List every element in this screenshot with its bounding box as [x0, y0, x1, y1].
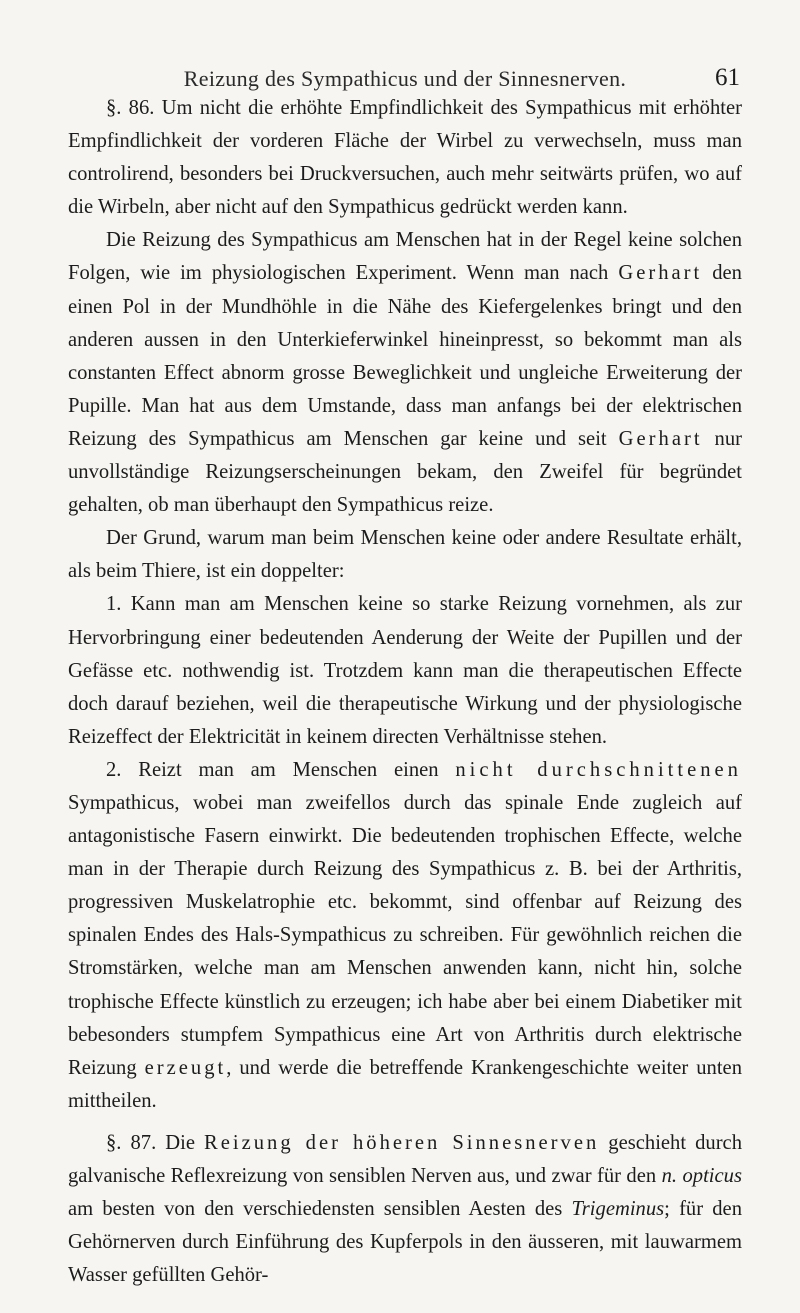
text-run: Die Reizung des Sympathicus am Menschen hat in der Regel keine solchen Folgen, wie im physiologischen Experiment. Wenn man nach — [68, 229, 742, 285]
term-trigeminus: Trigeminus — [571, 1198, 665, 1221]
running-title: Reizung des Sympathicus und der Sinnesnerven. — [183, 66, 627, 91]
emphasis-erzeugt: erzeugt — [144, 1056, 227, 1079]
text-run: den einen Pol in der Mundhöhle in die Nähe des Kiefergelenkes bringt und den anderen aussen in den Unterkieferwinkel hineinpresst, so bekommt man als constanten Effect abnorm grosse Beweglichkeit und ungleiche Erweiterung der Pupille. Man hat aus dem Umstande, dass man anfangs bei der elektrischen Reizung des Sympathicus am Menschen gar keine und seit — [68, 262, 742, 450]
page-header — [68, 0, 742, 92]
emphasis-nicht-durchschnittenen: nicht durchschnittenen — [455, 758, 742, 781]
term-n-opticus: n. opticus — [661, 1165, 742, 1187]
text-run: §. 87. Die — [106, 1131, 204, 1154]
text-run: am besten von den verschiedensten sensiblen Aesten des — [68, 1198, 572, 1221]
paragraph-section-86: §. 86. Um nicht die erhöhte Empfindlichkeit des Sympathicus mit erhöhter Empfindlichkeit der vorderen Fläche der Wirbel zu verwechseln, muss man controlirend, besonders bei Druckversuchen, auch mehr seitwärts prüfen, wo auf die Wirbeln, aber nicht auf den Sympathicus gedrückt werden kann. — [68, 97, 742, 219]
paragraph-grund: Der Grund, warum man beim Menschen keine oder andere Resultate erhält, als beim Thiere, ist ein doppelter: — [68, 527, 742, 583]
page-number: 61 — [715, 64, 740, 91]
emphasis-reizung-sinnesnerven: Reizung der höheren Sinnesnerven — [204, 1131, 600, 1154]
paragraph-sympathicus-reizung — [68, 224, 742, 522]
paragraph-section-87 — [68, 1127, 742, 1292]
text-run: geschieht durch galvanische Reflexreizung von sensiblen Nerven aus, und zwar für den — [68, 1131, 742, 1187]
text-run: , und werde die betreffende Krankengeschichte weiter unten mittheilen. — [68, 1056, 742, 1112]
text-run: Sympathicus, wobei man zweifellos durch das spinale Ende zugleich auf antagonistische Fasern einwirkt. Die bedeutenden trophischen Effecte, welche man in der Therapie durch Reizung des Sympathicus z. B. bei der Arthritis, progressiven Muskelatrophie etc. bekommt, sind offenbar auf Reizung des spinalen Endes des Hals-Sympathicus zu schreiben. Für gewöhnlich reichen die Stromstärken, welche man am Menschen anwenden kann, nicht hin, solche trophische Effecte künstlich zu erzeugen; ich habe aber bei einem Diabetiker mit bebesonders stumpfem Sympathicus eine Art von Arthritis durch elektrische Reizung — [68, 791, 742, 1079]
paragraph-point-1: 1. Kann man am Menschen keine so starke Reizung vornehmen, als zur Hervorbringung einer bedeutenden Aenderung der Weite der Pupillen und der Gefässe etc. nothwendig ist. Trotzdem kann man die therapeutischen Effecte doch darauf beziehen, weil die therapeutische Wirkung und der physiologische Reizeffect der Elektricität in keinem directen Verhältnisse stehen. — [68, 593, 742, 748]
text-run: ; für den Gehörnerven durch Einführung des Kupferpols in den äusseren, mit lauwarmem Wasser gefüllten Gehör- — [68, 1198, 742, 1287]
text-run: nur unvollständige Reizungserscheinungen bekam, den Zweifel für begründet gehalten, ob man überhaupt den Sympathicus reize. — [68, 427, 742, 517]
author-name-gerhart: Gerhart — [618, 427, 703, 450]
paragraph-point-2 — [68, 754, 742, 1118]
text-run: 2. Reizt man am Menschen einen — [106, 758, 456, 781]
body-text — [68, 92, 742, 1292]
author-name-gerhart: Gerhart — [618, 262, 703, 285]
